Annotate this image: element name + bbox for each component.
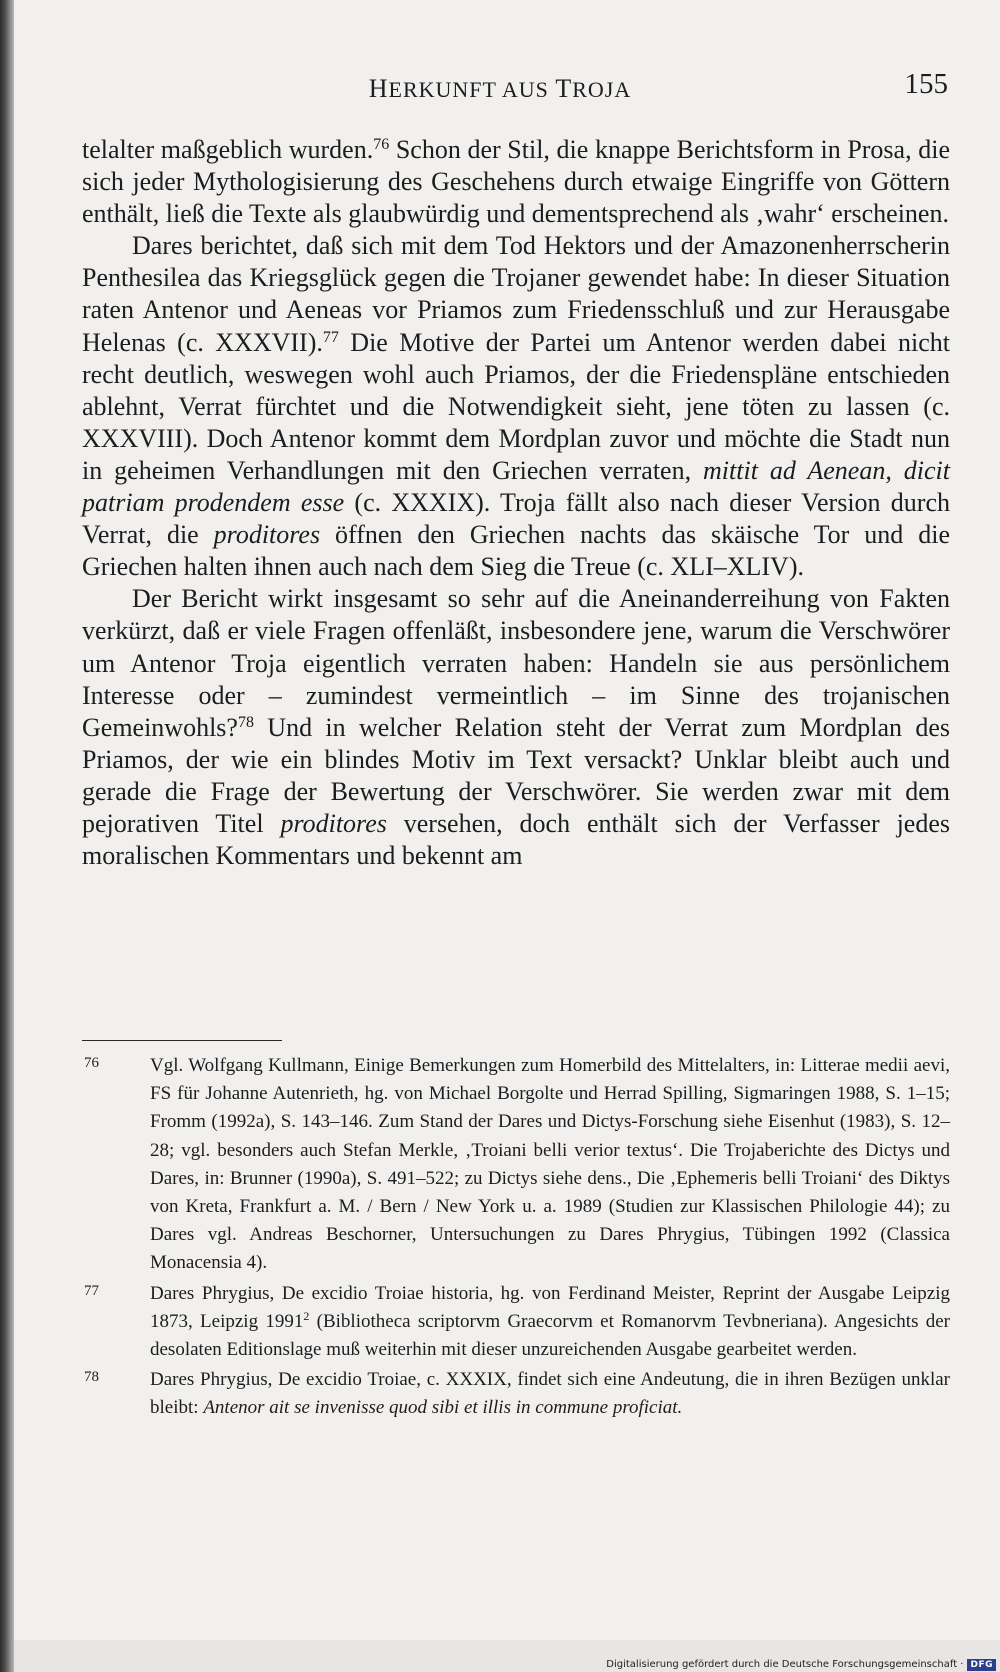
text-run: versehen, doch enthält sich der Verfasser jedes moralischen Kommentars und bekennt am (82, 808, 950, 871)
page-number: 155 (904, 68, 948, 100)
digitization-note: Digitalisierung gefördert durch die Deutsche Forschungsgemeinschaft · (606, 1659, 964, 1670)
text-run: Die Motive der Partei um Antenor werden dabei nicht recht deutlich, weswegen wohl auch Priamos, der die Friedenspläne entschieden ablehnt, Verrat fürchtet und die Notwendigkeit sieht, jene töten zu lassen (c. XXXVIII). Doch Antenor kommt dem Mordplan zuvor und möchte die Stadt nun in geheimen Verhandlungen mit den Griechen verraten, (82, 327, 950, 485)
title-initial: T (555, 74, 573, 103)
main-text (82, 134, 950, 872)
footnotes (82, 1052, 950, 1425)
title-part: ERKUNFT AUS (388, 77, 556, 102)
footnote-text: Vgl. Wolfgang Kullmann, Einige Bemerkungen zum Homerbild des Mittelalters, in: Litterae medii aevi, FS für Johanne Autenrieth, hg. von Michael Borgolte und Herrad Spilling, Sigmaringen 1988, S. 1–15; Fromm (1992a), S. 143–146. Zum Stand der Dares und Dictys-Forschung siehe Eisenhut (1983), S. 12–28; vgl. besonders auch Stefan Merkle, ‚Troiani belli verior textus‘. Die Trojaberichte des Dictys und Dares, in: Brunner (1990a), S. 491–522; zu Dictys siehe dens., Die ‚Ephemeris belli Troiani‘ des Diktys von Kreta, Frankfurt a. M. / Bern / New York u. a. 1989 (Studien zur Klassischen Philologie 44); zu Dares vgl. Andreas Beschorner, Untersuchungen zu Dares Phrygius, Tübingen 1992 (Classica Monacensia 4). (150, 1055, 950, 1274)
digitization-credit (606, 1657, 996, 1672)
title-initial: H (368, 74, 389, 103)
paragraph-1 (82, 134, 950, 230)
footnote-number: 78 (84, 1369, 99, 1386)
footnote-text: Dares Phrygius, De excidio Troiae, c. XXXIX, findet sich eine Andeutung, die in ihren Bezügen unklar bleibt: (150, 1369, 950, 1419)
paragraph-3 (82, 583, 950, 872)
running-head (0, 66, 1000, 106)
scan-shadow-edge (0, 0, 14, 1672)
footnote-76 (82, 1052, 950, 1278)
latin-quote: mittit ad Aenean, dicit patriam prodendem esse (82, 455, 950, 518)
latin-term: proditores (213, 520, 321, 550)
footnote-ref-78[interactable]: 78 (237, 713, 254, 731)
footnote-divider (82, 1040, 282, 1041)
title-part: ROJA (572, 77, 632, 102)
text-run: Und in welcher Relation steht der Verrat zum Mordplan des Priamos, der wie ein blindes Motiv im Text versackt? Unklar bleibt auch und gerade die Frage der Bewertung der Verschwörer. Sie werden zwar mit dem pejorativen Titel (82, 712, 950, 838)
text-run: telalter maßgeblich wurden. (82, 135, 374, 164)
paragraph-2 (82, 230, 950, 583)
text-run: Dares berichtet, daß sich mit dem Tod Hektors und der Amazonenherrscherin Penthesilea das Kriegsglück gegen die Trojaner gewendet habe: In dieser Situation raten Antenor und Aeneas vor Priamos zum Friedensschluß und zur Herausgabe Helenas (c. XXXVII). (82, 231, 950, 357)
dfg-logo-icon: DFG (967, 1659, 996, 1671)
running-title (0, 74, 1000, 104)
edition-superscript: 2 (303, 1308, 310, 1323)
footnote-ref-77[interactable]: 77 (322, 328, 339, 346)
text-run: öffnen den Griechen nachts das skäische Tor und die Griechen halten ihnen auch nach dem Sieg die Treue (c. XLI–XLIV). (82, 520, 950, 582)
footnote-number: 76 (84, 1055, 99, 1071)
text-run: Der Bericht wirkt insgesamt so sehr auf die Aneinanderreihung von Fakten verkürzt, daß er viele Fragen offenläßt, insbesondere jene, warum die Verschwörer um Antenor Troja eigentlich verraten haben: Handeln sie aus persönlichem Interesse oder – zumindest vermeintlich – im Sinne des trojanischen Gemeinwohls? (82, 584, 950, 742)
footnote-number: 77 (84, 1282, 99, 1299)
text-run: Schon der Stil, die knappe Berichtsform in Prosa, die sich jeder Mythologisierung des Geschehens durch etwaige Eingriffe von Göttern enthält, ließ die Texte als glaubwürdig und dementsprechend als ‚wahr‘ erscheinen. (82, 135, 950, 229)
latin-quote: Antenor ait se invenisse quod sibi et illis in commune proficiat. (203, 1397, 683, 1419)
latin-term: proditores (280, 808, 387, 838)
footnote-text: (Bibliotheca scriptorvm Graecorvm et Romanorvm Tevbneriana). Angesichts der desolaten Editionslage muß weiterhin mit dieser unzureichenden Ausgabe gearbeitet werden. (150, 1310, 951, 1361)
text-run: (c. XXXIX). Troja fällt also nach dieser Version durch Verrat, die (82, 488, 950, 550)
footnote-ref-76[interactable]: 76 (373, 136, 390, 153)
footnote-text: Dares Phrygius, De excidio Troiae historia, hg. von Ferdinand Meister, Reprint der Ausgabe Leipzig 1873, Leipzig 1991 (150, 1282, 950, 1332)
footnote-77 (82, 1280, 950, 1365)
footnote-78 (82, 1366, 950, 1422)
